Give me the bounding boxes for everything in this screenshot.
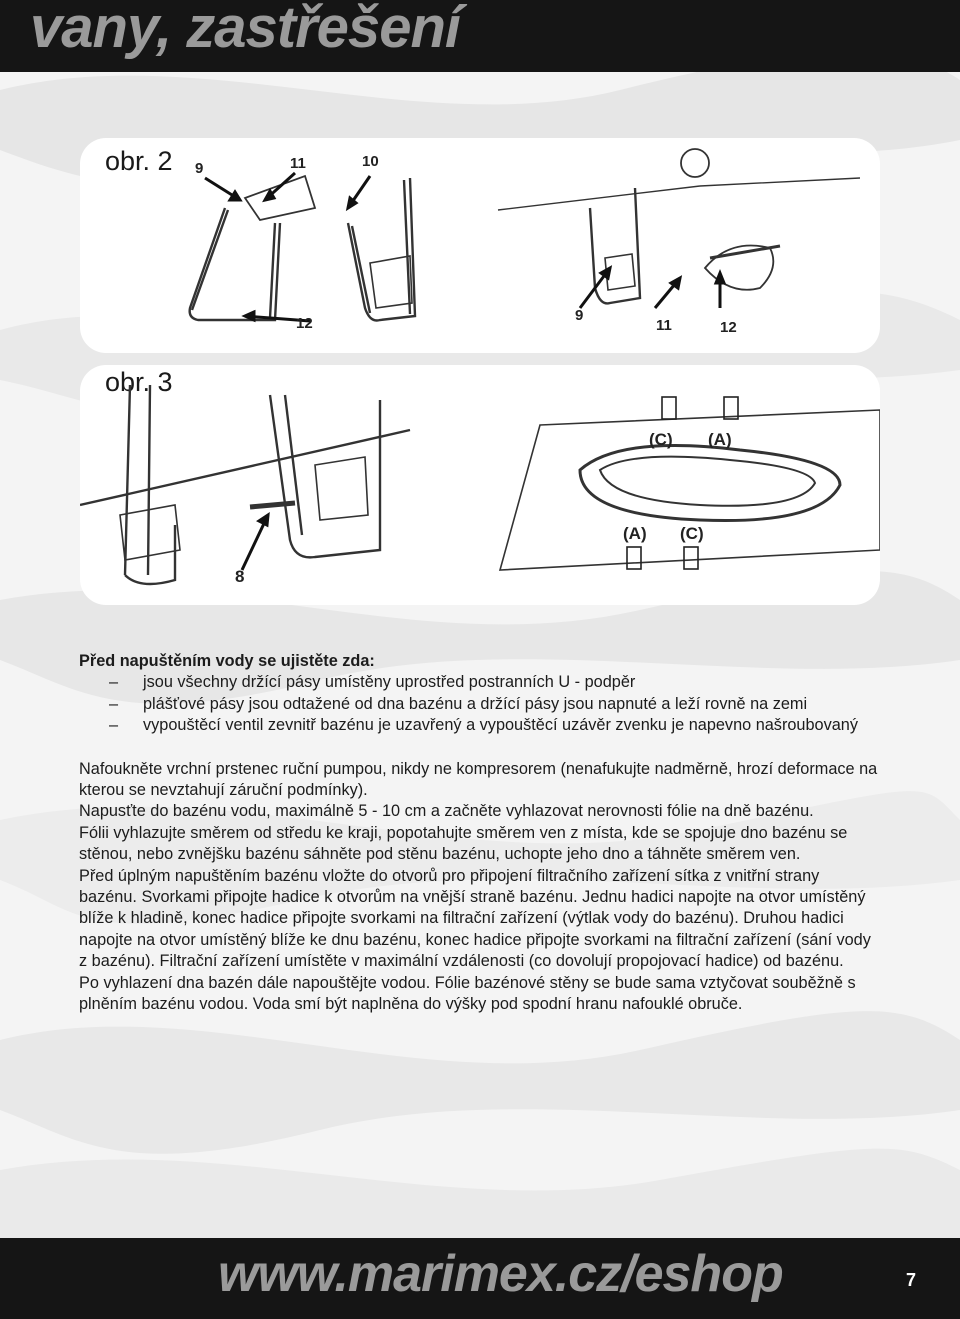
paragraph: Napusťte do bazénu vodu, maximálně 5 - 10 cm a začněte vyhlazovat nerovnosti fólie na dně bazénu.	[79, 802, 814, 821]
footer-bar	[0, 1238, 960, 1319]
checklist-heading: Před napuštěním vody se ujistěte zda:	[79, 652, 375, 670]
figure-3-label: obr. 3	[105, 367, 173, 397]
page-number: 7	[906, 1270, 917, 1290]
callout-10: 10	[362, 153, 379, 170]
paragraph: Po vyhlazení dna bazén dále napouštějte vodou. Fólie bazénové stěny se bude sama vztyčovat souběžně s plněním bazénu vodou. Voda smí být naplněna do výšky pod spodní hranu nafouklé obruče.	[79, 973, 856, 1014]
instructions-text	[79, 651, 879, 1016]
checklist-item-text: vypouštěcí ventil zevnitř bazénu je uzavřený a vypouštěcí uzávěr zvenku je napevno našroubovaný	[143, 716, 858, 735]
figure-3-illustration	[80, 365, 880, 605]
figure-2-illustration	[80, 138, 880, 353]
dash-marker: –	[109, 716, 119, 735]
footer-url-link[interactable]: www.marimex.cz/eshop	[218, 1245, 783, 1303]
callout-11b: 11	[656, 317, 672, 334]
checklist-item-text: plášťové pásy jsou odtažené od dna bazénu a držící pásy jsou napnuté a leží rovně na zemi	[143, 694, 808, 713]
callout-9b: 9	[575, 307, 584, 324]
checklist-item	[79, 694, 879, 715]
paragraph: Nafoukněte vrchní prstenec ruční pumpou, nikdy ne kompresorem (nenafukujte nadměrně, hrozí deformace na kterou se nevztahují záruční podmínky).	[79, 759, 878, 800]
callout-a-top: (A)	[708, 430, 732, 449]
dash-marker: –	[109, 673, 119, 692]
paragraph: Před úplným napuštěním bazénu vložte do otvorů pro připojení filtračního zařízení sítka z vnitřní strany bazénu. Svorkami připojte hadice k otvorům na vnější straně bazénu. Jednu hadici napojte na otvor umístěný blíže k hladině, konec hadice připojte svorkami na filtrační zařízení (výtlak vody do bazénu). Druhou hadici napojte na otvor umístěný blíže ke dnu bazénu, konec hadice připojte svorkami na filtrační zařízení (sání vody z bazénu). Filtrační zařízení umístěte v maximální vzdálenosti (co dovolují propojovací hadice) od bazénu.	[79, 866, 871, 971]
checklist-item	[79, 672, 879, 693]
callout-9: 9	[195, 160, 204, 177]
callout-11: 11	[290, 155, 306, 172]
figure-2-label: obr. 2	[105, 146, 173, 176]
callout-12: 12	[296, 315, 313, 332]
callout-12b: 12	[720, 319, 737, 336]
paragraph: Fólii vyhlazujte směrem od středu ke kraji, popotahujte směrem ven z místa, kde se spojuje dno bazénu se stěnou, nebo zvnějšku bazénu sáhněte pod stěnu bazénu, uchopte jeho dno a táhněte směrem ven.	[79, 823, 848, 864]
figure-2-panel	[80, 138, 880, 353]
callout-c-bottom: (C)	[680, 524, 704, 543]
header-bar	[0, 0, 960, 72]
callout-a-bottom: (A)	[623, 524, 647, 543]
dash-marker: –	[109, 694, 119, 713]
section-title: vany, zastřešení	[30, 0, 460, 60]
checklist-item	[79, 715, 879, 736]
checklist-item-text: jsou všechny držící pásy umístěny uprostřed postranních U - podpěr	[143, 673, 636, 692]
callout-8: 8	[235, 567, 245, 586]
callout-c-top: (C)	[649, 430, 673, 449]
figure-3-panel	[80, 365, 880, 605]
